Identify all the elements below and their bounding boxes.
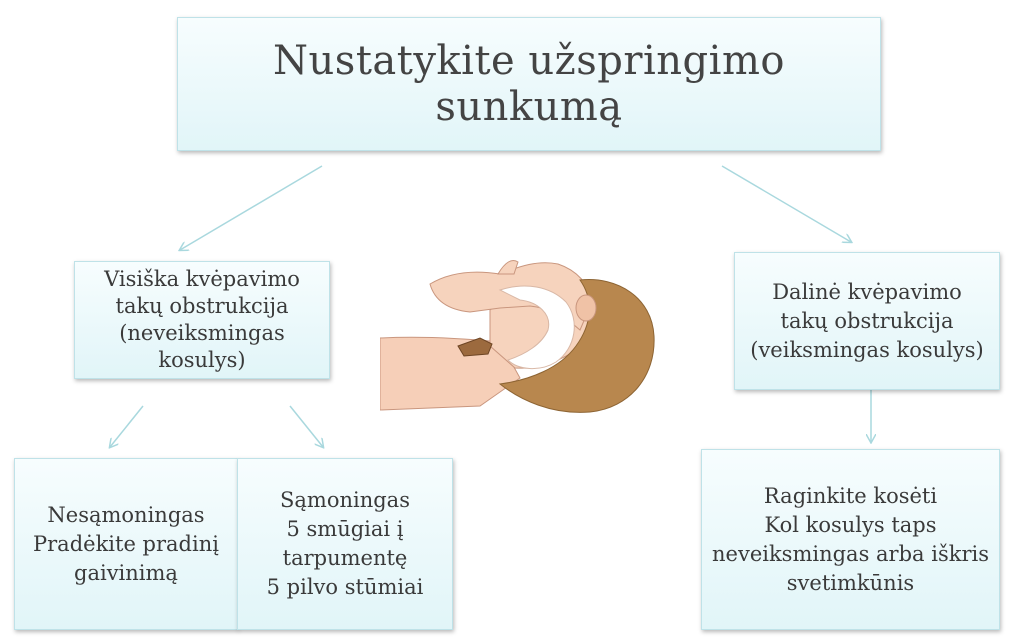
arrow-complete-to-conscious xyxy=(290,406,323,447)
encourage-cough-text: Raginkite kosėti Kol kosulys taps neveiksmingas arba iškris svetimkūnis xyxy=(712,483,989,595)
partial-obstruction-text: Dalinė kvėpavimo takų obstrukcija (veiksmingas kosulys) xyxy=(750,279,984,362)
encourage-cough-box xyxy=(701,449,1000,630)
arrow-complete-to-unconscious xyxy=(110,406,143,447)
diagram-title: Nustatykite užspringimo sunkumą xyxy=(273,38,785,130)
arrow-title-to-partial xyxy=(722,166,851,242)
head-tilt-airway-illustration xyxy=(380,250,678,446)
unconscious-box xyxy=(14,458,238,630)
complete-obstruction-text: Visiška kvėpavimo takų obstrukcija (neveiksmingas kosulys) xyxy=(104,267,300,372)
arrow-title-to-complete xyxy=(180,166,322,250)
unconscious-text: Nesąmoningas Pradėkite pradinį gaivinimą xyxy=(33,502,219,585)
complete-obstruction-box xyxy=(74,261,330,379)
partial-obstruction-box xyxy=(734,252,1000,390)
conscious-text: Sąmoningas 5 smūgiai į tarpumentę 5 pilvo stūmiai xyxy=(266,488,424,599)
title-box xyxy=(177,17,881,151)
conscious-box xyxy=(237,458,453,630)
